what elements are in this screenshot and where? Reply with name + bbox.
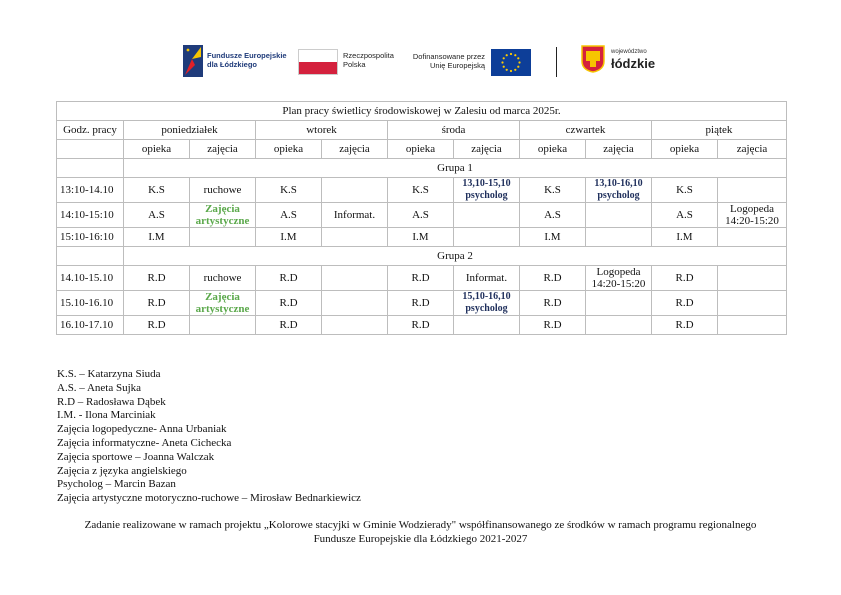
- cell-tuesday-zajecia: [322, 291, 388, 316]
- cell-wednesday-zajecia: 13,10-15,10 psycholog: [454, 178, 520, 203]
- subheader-zajecia: zajęcia: [718, 140, 787, 159]
- day-header-tuesday: wtorek: [256, 121, 388, 140]
- eu-logo-line2: Unię Europejską: [429, 61, 485, 70]
- cell-tuesday-opieka: R.D: [256, 266, 322, 291]
- cell-monday-zajecia: ruchowe: [190, 178, 256, 203]
- group-label: Grupa 1: [124, 159, 787, 178]
- lodzkie-logo-small: województwo: [611, 49, 647, 55]
- day-header-thursday: czwartek: [520, 121, 652, 140]
- table-row: [57, 316, 787, 335]
- schedule-body: [57, 102, 787, 335]
- lodzkie-logo-big: łódzkie: [611, 56, 656, 71]
- legend-item: Psycholog – Marcin Bazan: [57, 478, 176, 491]
- cell-thursday-opieka: K.S: [520, 178, 586, 203]
- staff-legend: [57, 368, 361, 506]
- cell-thursday-opieka: R.D: [520, 316, 586, 335]
- cell-friday-opieka: R.D: [652, 291, 718, 316]
- eu-flag-icon: [491, 49, 531, 76]
- poland-flag-icon: [298, 49, 338, 75]
- subheader-zajecia: zajęcia: [586, 140, 652, 159]
- cell-thursday-zajecia: [586, 228, 652, 247]
- cell-wednesday-opieka: R.D: [388, 266, 454, 291]
- cell-wednesday-zajecia: [454, 316, 520, 335]
- cell-tuesday-zajecia: [322, 178, 388, 203]
- table-row: [57, 203, 787, 228]
- legend-item: Zajęcia informatyczne- Aneta Cichecka: [57, 436, 232, 449]
- lodzkie-crest-icon: [581, 45, 605, 73]
- legend-item: Zajęcia artystyczne motoryczno-ruchowe – Mirosław Bednarkiewicz: [57, 492, 361, 505]
- cell-tuesday-zajecia: Informat.: [322, 203, 388, 228]
- cell-friday-opieka: R.D: [652, 266, 718, 291]
- footer-line2: Fundusze Europejskie dla Łódzkiego 2021-2027: [313, 532, 528, 545]
- legend-item: Zajęcia z języka angielskiego: [57, 464, 187, 477]
- group-header-blank: [57, 247, 124, 266]
- cell-friday-zajecia: [718, 291, 787, 316]
- eu-logo-line1: Dofinansowane przez: [412, 52, 485, 61]
- cell-wednesday-opieka: A.S: [388, 203, 454, 228]
- table-row: [57, 228, 787, 247]
- cell-thursday-zajecia: 13,10-16,10 psycholog: [586, 178, 652, 203]
- legend-item: I.M. - Ilona Marciniak: [57, 409, 156, 422]
- day-header-friday: piątek: [652, 121, 787, 140]
- project-footer: [40, 519, 801, 546]
- table-days-row: [57, 121, 787, 140]
- cell-monday-opieka: R.D: [124, 316, 190, 335]
- subheader-zajecia: zajęcia: [322, 140, 388, 159]
- cell-monday-zajecia: [190, 316, 256, 335]
- cell-wednesday-opieka: I.M: [388, 228, 454, 247]
- time-cell: 14.10-15.10: [57, 266, 124, 291]
- cell-monday-opieka: R.D: [124, 291, 190, 316]
- legend-item: R.D – Radosława Dąbek: [57, 395, 166, 408]
- cell-friday-zajecia: [718, 316, 787, 335]
- cell-monday-opieka: I.M: [124, 228, 190, 247]
- table-subheader-row: [57, 140, 787, 159]
- cell-friday-opieka: A.S: [652, 203, 718, 228]
- cell-tuesday-zajecia: [322, 266, 388, 291]
- logo-divider: [556, 47, 557, 77]
- time-cell: 13:10-14.10: [57, 178, 124, 203]
- subheader-zajecia: zajęcia: [190, 140, 256, 159]
- cell-thursday-zajecia: [586, 203, 652, 228]
- cell-monday-zajecia: Zajęcia artystyczne: [190, 291, 256, 316]
- cell-friday-opieka: R.D: [652, 316, 718, 335]
- group-header-row: [57, 159, 787, 178]
- cell-friday-zajecia: [718, 228, 787, 247]
- rp-logo-line2: Polska: [343, 60, 366, 69]
- cell-monday-zajecia: ruchowe: [190, 266, 256, 291]
- cell-friday-opieka: I.M: [652, 228, 718, 247]
- cell-thursday-zajecia: [586, 316, 652, 335]
- cell-friday-zajecia: [718, 178, 787, 203]
- fe-flag-icon: [183, 45, 203, 77]
- cell-friday-zajecia: [718, 266, 787, 291]
- subheader-empty: [57, 140, 124, 159]
- cell-tuesday-zajecia: [322, 228, 388, 247]
- time-cell: 16.10-17.10: [57, 316, 124, 335]
- cell-tuesday-opieka: R.D: [256, 316, 322, 335]
- group-label: Grupa 2: [124, 247, 787, 266]
- group-header-row: [57, 247, 787, 266]
- subheader-opieka: opieka: [652, 140, 718, 159]
- time-cell: 15:10-16:10: [57, 228, 124, 247]
- fe-logo-line1: Fundusze Europejskie: [207, 51, 287, 60]
- schedule-table: [56, 101, 787, 335]
- cell-tuesday-opieka: A.S: [256, 203, 322, 228]
- rp-logo-line1: Rzeczpospolita: [343, 51, 394, 60]
- legend-item: Zajęcia logopedyczne- Anna Urbaniak: [57, 423, 227, 436]
- legend-item: K.S. – Katarzyna Siuda: [57, 368, 161, 380]
- cell-tuesday-opieka: I.M: [256, 228, 322, 247]
- day-header-wednesday: środa: [388, 121, 520, 140]
- legend-item: A.S. – Aneta Sujka: [57, 381, 142, 394]
- cell-wednesday-zajecia: 15,10-16,10 psycholog: [454, 291, 520, 316]
- cell-thursday-opieka: I.M: [520, 228, 586, 247]
- footer-line1: Zadanie realizowane w ramach projektu „Kolorowe stacyjki w Gminie Wodzierady" współfinansowanego ze środków w ramach programu regionalnego: [84, 519, 757, 531]
- day-header-monday: poniedziałek: [124, 121, 256, 140]
- hour-header: Godz. pracy: [57, 121, 124, 140]
- time-cell: 14:10-15:10: [57, 203, 124, 228]
- table-row: [57, 178, 787, 203]
- subheader-zajecia: zajęcia: [454, 140, 520, 159]
- subheader-opieka: opieka: [256, 140, 322, 159]
- cell-tuesday-opieka: K.S: [256, 178, 322, 203]
- cell-wednesday-zajecia: [454, 203, 520, 228]
- cell-thursday-zajecia: Logopeda 14:20-15:20: [586, 266, 652, 291]
- cell-monday-opieka: A.S: [124, 203, 190, 228]
- cell-tuesday-opieka: R.D: [256, 291, 322, 316]
- subheader-opieka: opieka: [520, 140, 586, 159]
- time-cell: 15.10-16.10: [57, 291, 124, 316]
- cell-monday-opieka: K.S: [124, 178, 190, 203]
- cell-thursday-opieka: R.D: [520, 266, 586, 291]
- cell-monday-zajecia: Zajęcia artystyczne: [190, 203, 256, 228]
- group-header-blank: [57, 159, 124, 178]
- cell-friday-zajecia: Logopeda 14:20-15:20: [718, 203, 787, 228]
- fe-logo-line2: dla Łódzkiego: [207, 60, 258, 69]
- logo-banner: [183, 43, 663, 81]
- cell-wednesday-opieka: R.D: [388, 291, 454, 316]
- cell-thursday-opieka: A.S: [520, 203, 586, 228]
- subheader-opieka: opieka: [388, 140, 454, 159]
- table-row: [57, 291, 787, 316]
- table-title-row: [57, 102, 787, 121]
- subheader-opieka: opieka: [124, 140, 190, 159]
- cell-monday-opieka: R.D: [124, 266, 190, 291]
- cell-thursday-zajecia: [586, 291, 652, 316]
- cell-wednesday-zajecia: Informat.: [454, 266, 520, 291]
- cell-friday-opieka: K.S: [652, 178, 718, 203]
- legend-item: Zajęcia sportowe – Joanna Walczak: [57, 450, 215, 463]
- cell-wednesday-zajecia: [454, 228, 520, 247]
- cell-thursday-opieka: R.D: [520, 291, 586, 316]
- table-title: Plan pracy świetlicy środowiskowej w Zalesiu od marca 2025r.: [57, 102, 787, 121]
- cell-monday-zajecia: [190, 228, 256, 247]
- cell-wednesday-opieka: K.S: [388, 178, 454, 203]
- cell-tuesday-zajecia: [322, 316, 388, 335]
- cell-wednesday-opieka: R.D: [388, 316, 454, 335]
- table-row: [57, 266, 787, 291]
